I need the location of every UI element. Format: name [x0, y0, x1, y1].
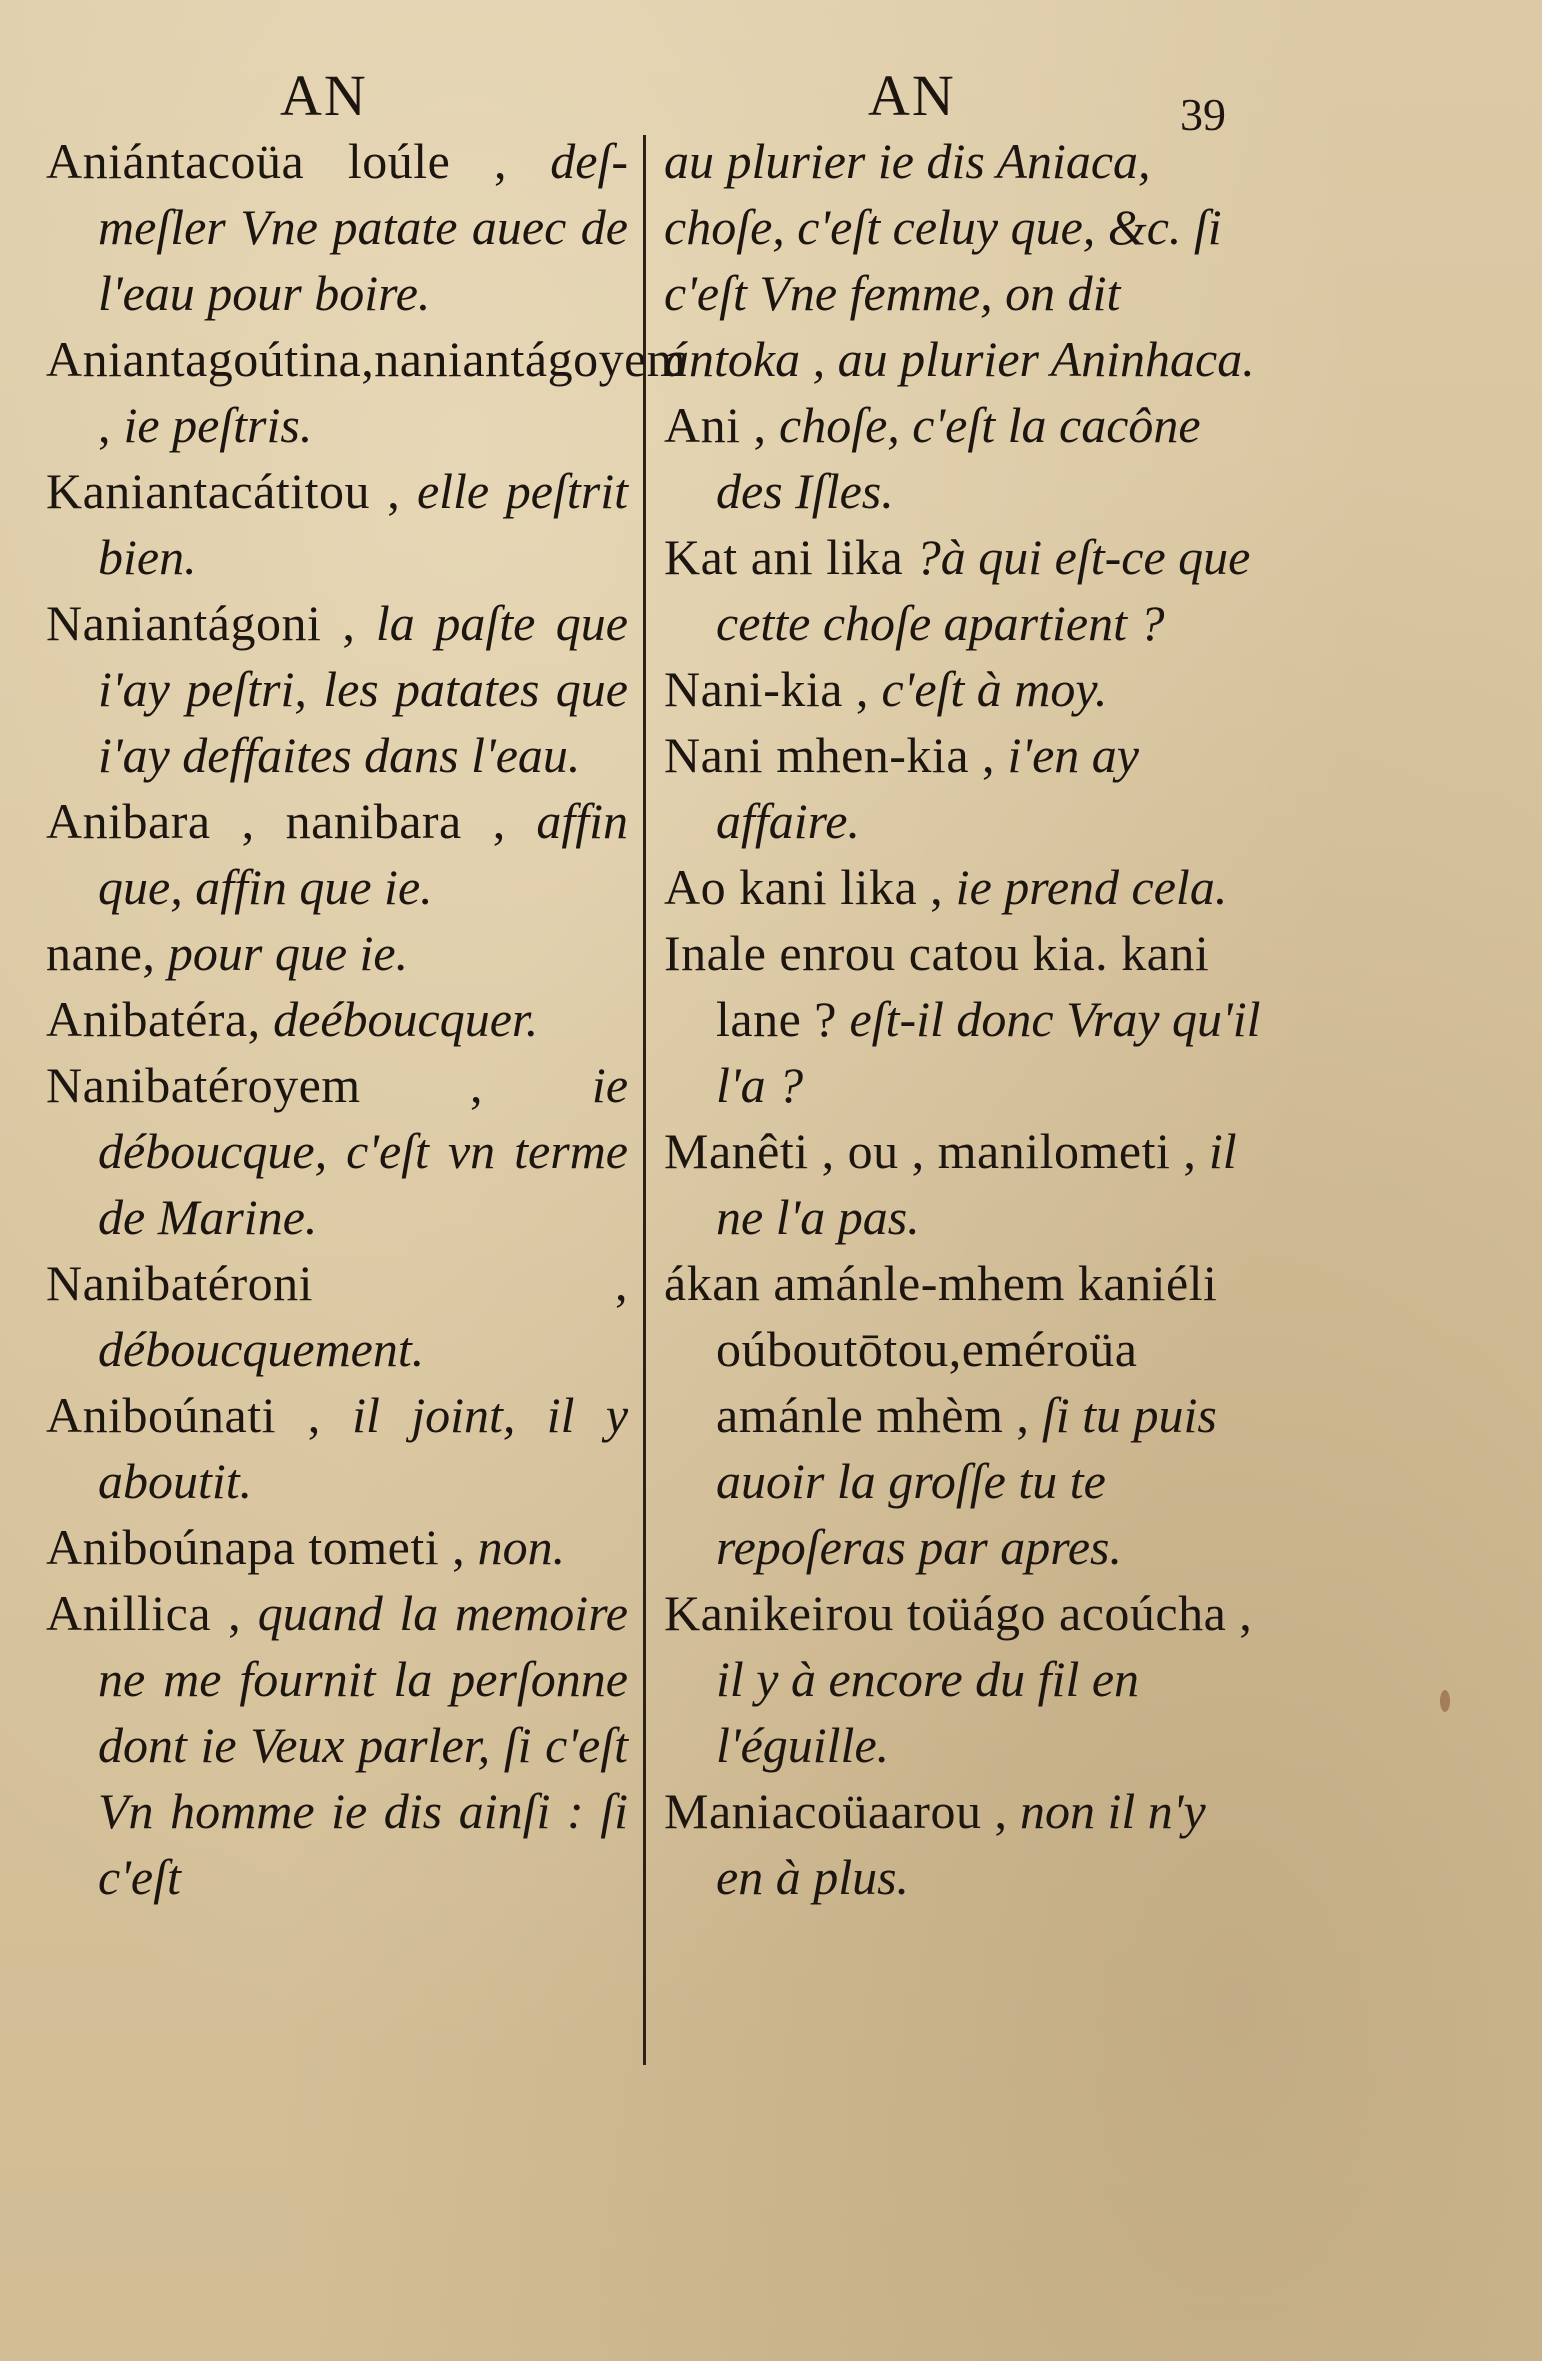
entry-term: Aniántacoüa loúle , — [46, 133, 508, 189]
entry-term: Ani , — [664, 397, 767, 453]
entry-definition: ſi tu puis auoir la groſſe tu te repoſeras par apres. — [716, 1387, 1217, 1575]
entry-definition: ie déboucque, c'eſt vn terme de Marine. — [98, 1057, 629, 1245]
dictionary-entry — [46, 128, 628, 326]
dictionary-entry — [46, 1514, 628, 1580]
entry-definition: deéboucquer. — [273, 991, 539, 1047]
dictionary-entry — [46, 326, 687, 458]
column-divider — [643, 135, 646, 2065]
entry-definition: non. — [477, 1519, 566, 1575]
entry-definition: choſe, c'eſt la cacône des Iſles. — [716, 397, 1201, 519]
entry-term: Kat ani lika — [664, 529, 904, 585]
dictionary-entry — [46, 1580, 628, 1910]
dictionary-entry — [664, 392, 1264, 524]
dictionary-entry — [46, 986, 628, 1052]
entry-term: Nani mhen-kia , — [664, 727, 996, 783]
running-head-left: AN — [280, 63, 368, 128]
entry-term: Anibatéra, — [46, 991, 261, 1047]
dictionary-entry — [664, 1250, 1264, 1580]
entry-definition: non il n'y en à plus. — [716, 1783, 1206, 1905]
running-head-right: AN — [868, 63, 956, 128]
entry-term: Nanibatéroni , — [46, 1255, 628, 1311]
entry-term: Kanikeirou toüágo acoúcha , — [664, 1585, 1253, 1641]
dictionary-entry — [664, 656, 1264, 722]
dictionary-entry — [664, 1580, 1264, 1778]
entry-term: Anillica , — [46, 1585, 242, 1641]
entry-term: Kaniantacátitou , — [46, 463, 401, 519]
entry-term: Maniacoüaarou , — [664, 1783, 1008, 1839]
dictionary-entry — [664, 722, 1264, 854]
dictionary-entry — [664, 1778, 1264, 1910]
entry-definition: c'eſt à moy. — [881, 661, 1108, 717]
dictionary-entry — [46, 590, 628, 788]
entry-definition: au plurier ie dis Aniaca, choſe, c'eſt celuy que, &c. ſi c'eſt Vne femme, on dit ántoka , au plurier Aninhaca. — [664, 133, 1255, 387]
entry-definition: il ne l'a pas. — [716, 1123, 1237, 1245]
dictionary-entry — [664, 1118, 1264, 1250]
dictionary-entry — [664, 920, 1264, 1118]
entry-definition: pour que ie. — [167, 925, 409, 981]
dictionary-entry — [46, 788, 628, 920]
entry-definition: il y à encore du fil en l'éguille. — [716, 1651, 1140, 1773]
dictionary-entry — [46, 1250, 628, 1382]
left-column — [46, 128, 687, 2361]
dictionary-entry — [664, 524, 1264, 656]
entry-term: Nanibatéroyem , — [46, 1057, 484, 1113]
entry-definition: eſt-il donc Vray qu'il l'a ? — [716, 991, 1261, 1113]
dictionary-entry — [46, 1382, 628, 1514]
entry-definition: affin que, affin que ie. — [98, 793, 629, 915]
entry-definition: quand la memoire ne me fournit la perſonne dont ie Veux parler, ſi c'eſt Vn homme ie dis ainſi : ſi c'eſt — [98, 1585, 628, 1905]
entry-definition: ie prend cela. — [955, 859, 1228, 915]
ink-spot — [1440, 1690, 1450, 1712]
dictionary-entry — [664, 854, 1264, 920]
entry-term: Naniantágoni , — [46, 595, 356, 651]
right-column — [664, 128, 1264, 2361]
dictionary-entry — [46, 920, 628, 986]
entry-definition: i'en ay affaire. — [716, 727, 1139, 849]
entry-term: Aniboúnapa tometi , — [46, 1519, 466, 1575]
dictionary-entry — [46, 1052, 628, 1250]
entry-definition: la paſte que i'ay peſtri, les patates que i'ay deffaites dans l'eau. — [98, 595, 628, 783]
entry-definition: ie peſtris. — [123, 397, 313, 453]
entry-term: ákan amánle-mhem kaniéli oúboutōtou,eméroüa amánle mhèm , — [664, 1255, 1218, 1443]
dictionary-entry — [46, 458, 628, 590]
entry-definition: déboucquement. — [98, 1321, 425, 1377]
entry-term: Manêti , ou , manilometi , — [664, 1123, 1197, 1179]
page-number: 39 — [1180, 89, 1226, 140]
entry-definition: deſ-meſler Vne patate auec de l'eau pour boire. — [98, 133, 629, 321]
entry-term: Anibara , nanibara , — [46, 793, 506, 849]
entry-term: Ao kani lika , — [664, 859, 944, 915]
entry-term: nane, — [46, 925, 156, 981]
entry-definition: il joint, il y aboutit. — [98, 1387, 629, 1509]
entry-term: Inale enrou catou kia. kani lane ? — [664, 925, 1210, 1047]
entry-term: Nani-kia , — [664, 661, 869, 717]
entry-definition: elle peſtrit bien. — [98, 463, 629, 585]
entry-term: Aniantagoútina,naniantágoyem , — [46, 331, 687, 453]
dictionary-entry — [664, 128, 1264, 392]
entry-term: Aniboúnati , — [46, 1387, 321, 1443]
entry-definition: ?à qui eſt-ce que cette choſe apartient ? — [716, 529, 1251, 651]
